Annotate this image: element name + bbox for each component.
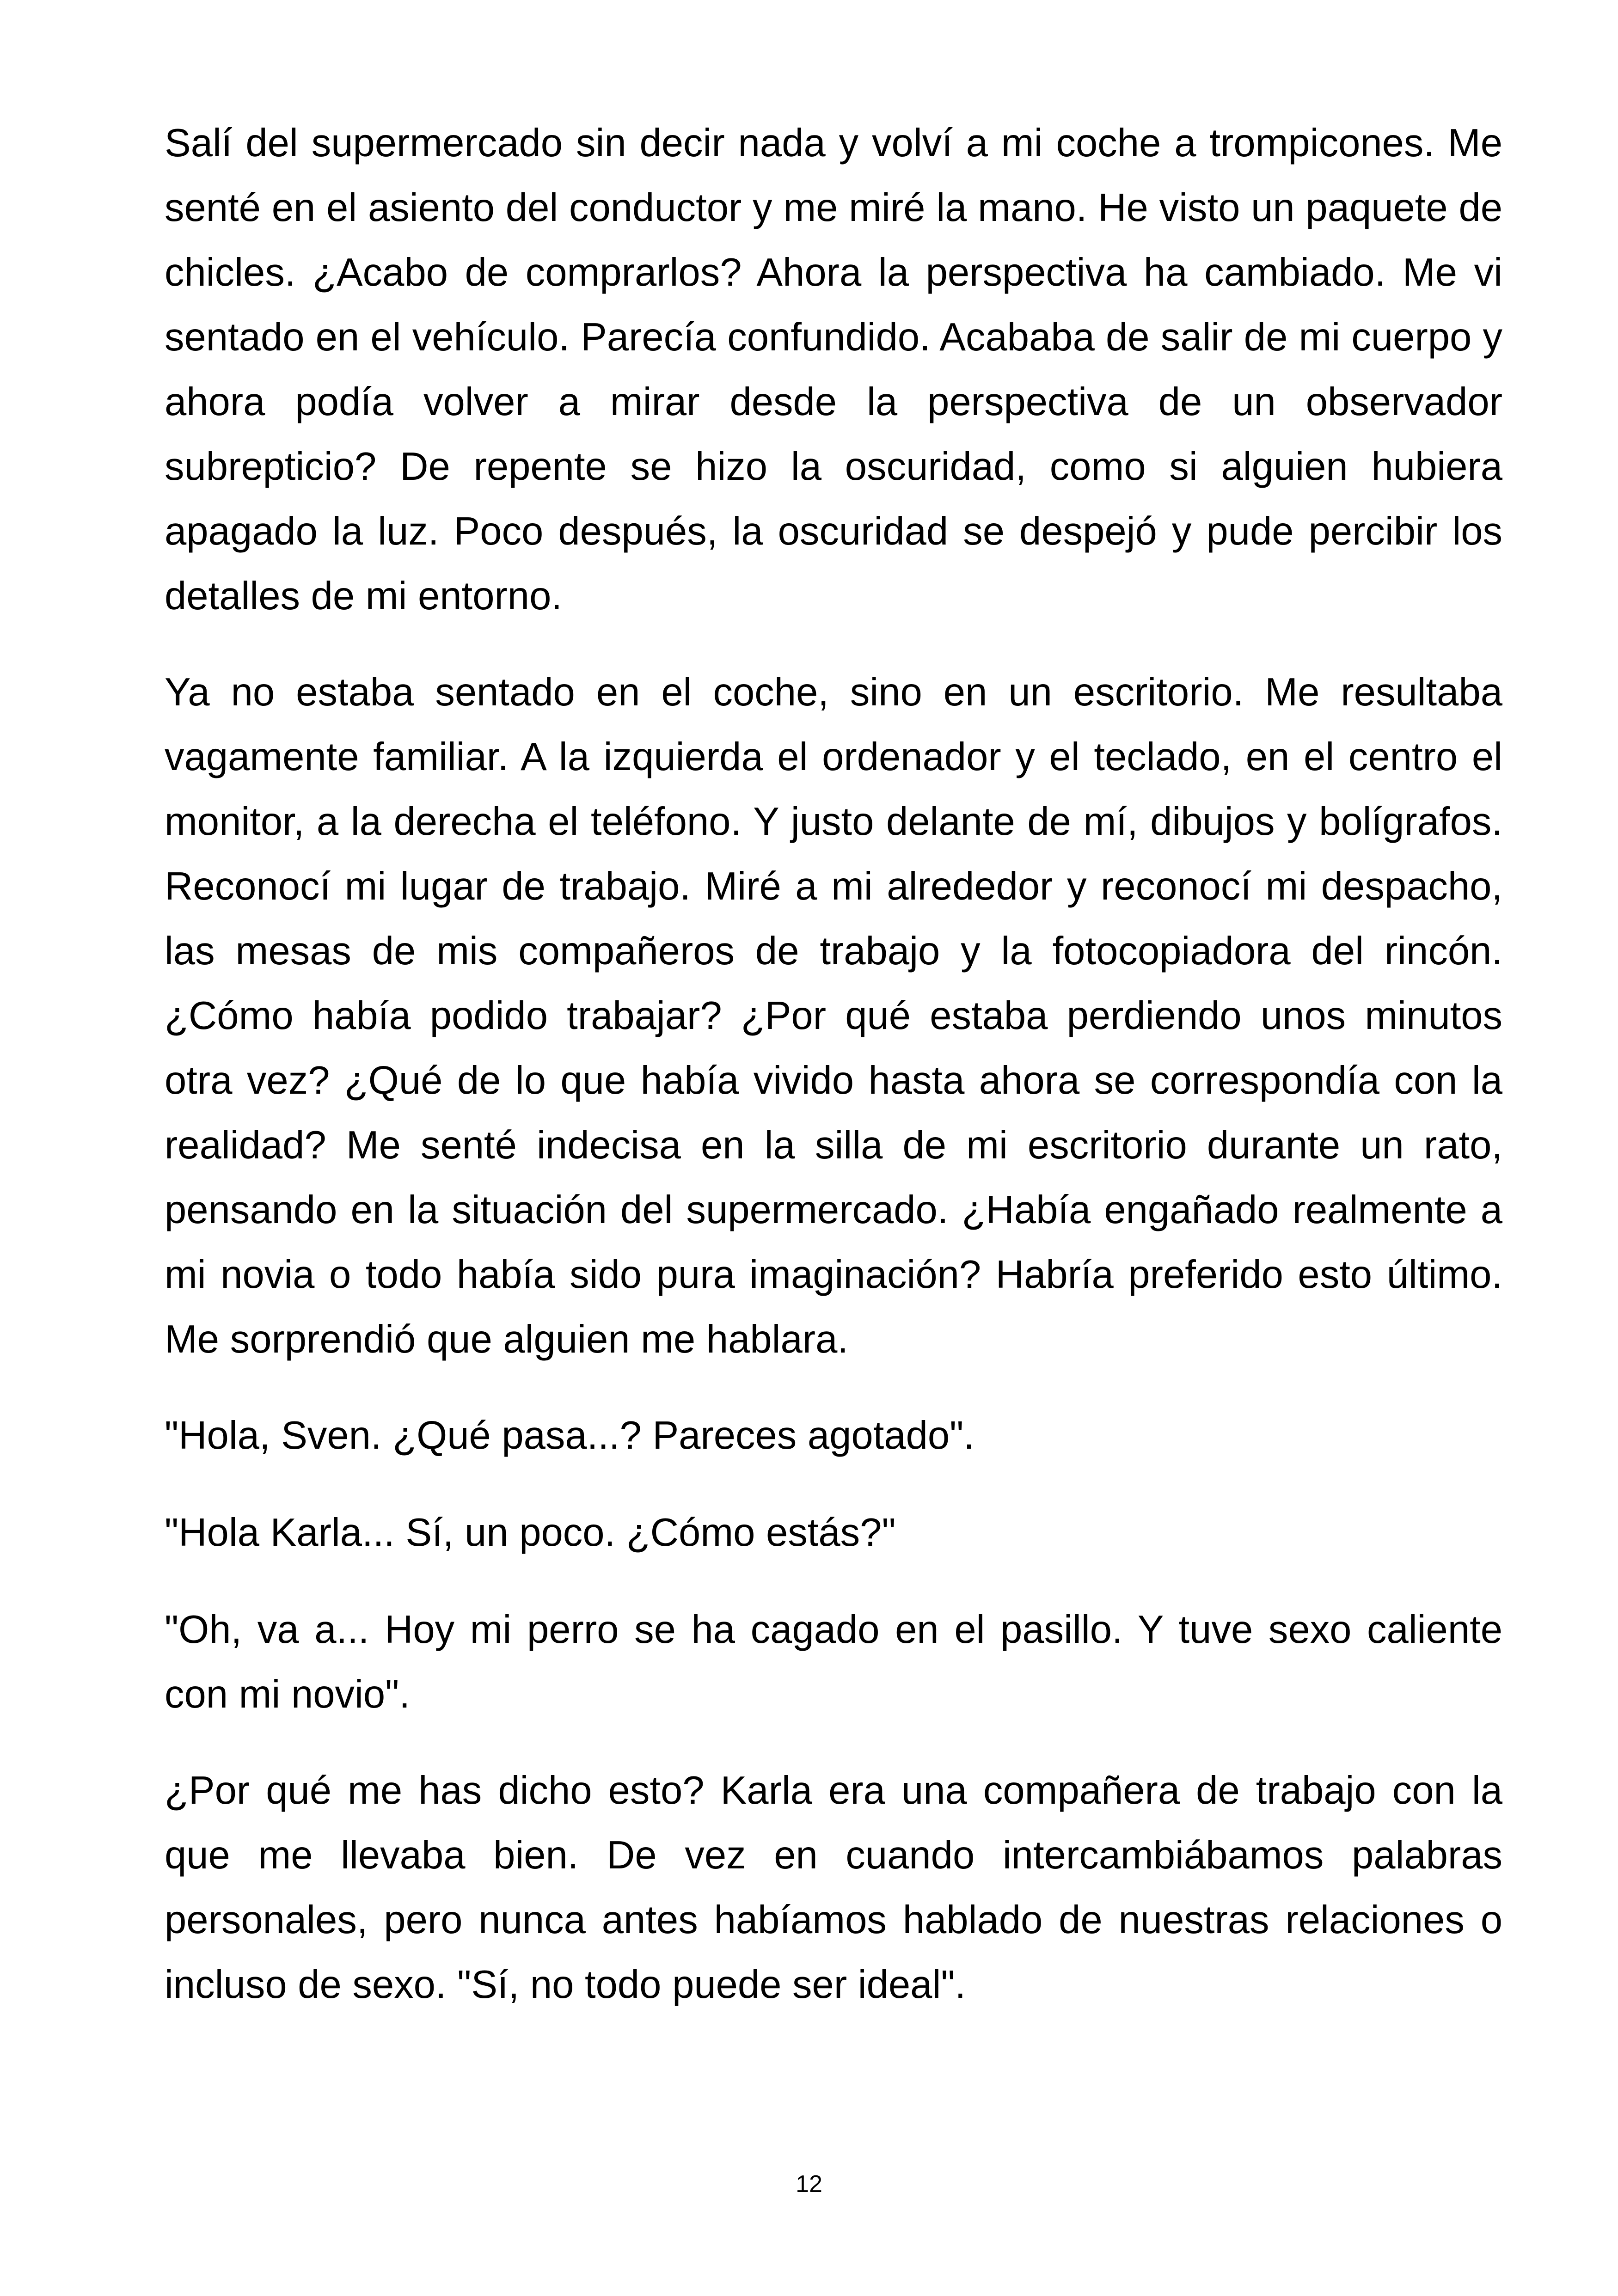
page-number: 12 <box>796 2171 822 2198</box>
paragraph-6: ¿Por qué me has dicho esto? Karla era una compañera de trabajo con la que me llevaba bien. De vez en cuando intercambiábamos palabras personales, pero nunca antes habíamos hablado de nuestras relaciones o incluso de sexo. "Sí, no todo puede ser ideal". <box>165 1769 1502 2007</box>
paragraph-2: Ya no estaba sentado en el coche, sino en un escritorio. Me resultaba vagamente familiar. A la izquierda el ordenador y el teclado, en el centro el monitor, a la derecha el teléfono. Y justo delante de mí, dibujos y bolígrafos. Reconocí mi lugar de trabajo. Miré a mi alrededor y reconocí mi despacho, las mesas de mis compañeros de trabajo y la fotocopiadora del rincón. ¿Cómo había podido trabajar? ¿Por qué estaba perdiendo unos minutos otra vez? ¿Qué de lo que había vivido hasta ahora se correspondía con la realidad? Me senté indecisa en la silla de mi escritorio durante un rato, pensando en la situación del supermercado. ¿Había engañado realmente a mi novia o todo había sido pura imaginación? Habría preferido esto último. Me sorprendió que alguien me hablara. <box>165 670 1502 1361</box>
paragraph-1: Salí del supermercado sin decir nada y volví a mi coche a trompicones. Me senté en el asiento del conductor y me miré la mano. He visto un paquete de chicles. ¿Acabo de comprarlos? Ahora la perspectiva ha cambiado. Me vi sentado en el vehículo. Parecía confundido. Acababa de salir de mi cuerpo y ahora podía volver a mirar desde la perspectiva de un observador subrepticio? De repente se hizo la oscuridad, como si alguien hubiera apagado la luz. Poco después, la oscuridad se despejó y pude percibir los detalles de mi entorno. <box>165 121 1502 618</box>
paragraph-3: "Hola, Sven. ¿Qué pasa...? Pareces agotado". <box>165 1414 974 1457</box>
body-text <box>165 111 1502 2017</box>
paragraph-4: "Hola Karla... Sí, un poco. ¿Cómo estás?" <box>165 1511 896 1555</box>
paragraph-5: "Oh, va a... Hoy mi perro se ha cagado en el pasillo. Y tuve sexo caliente con mi novio". <box>165 1608 1502 1716</box>
